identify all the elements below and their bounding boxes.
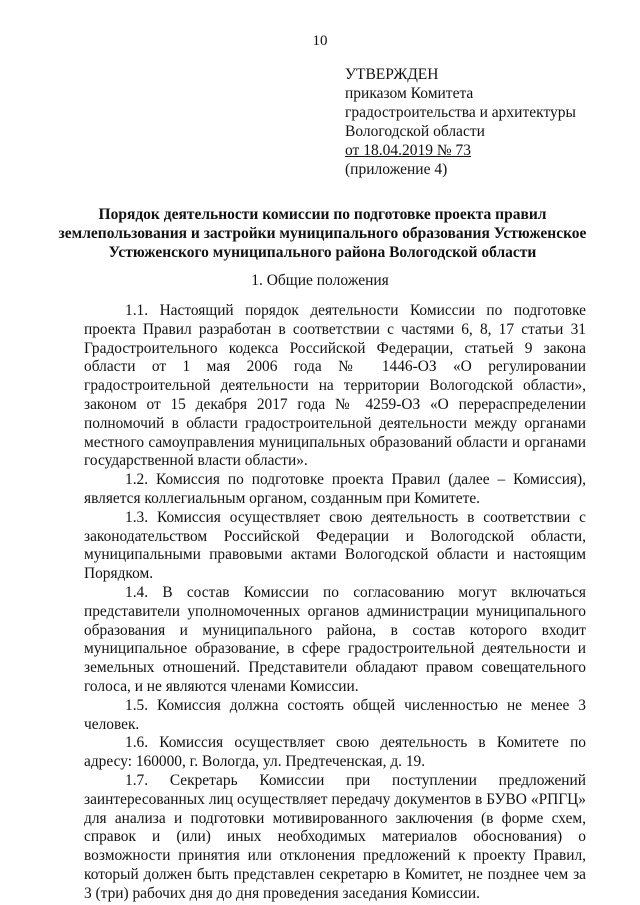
paragraph-1-6: 1.6. Комиссия осуществляет свою деятельность в Комитете по адресу: 160000, г. Вологда, ул. Предтеченская, д. 19. <box>84 734 586 771</box>
page-number: 10 <box>312 33 328 49</box>
approval-line-date: от 18.04.2019 № 73 <box>345 142 471 159</box>
paragraph-1-4: 1.4. В состав Комиссии по согласованию могут включаться представители уполномоченных органов администрации муниципального образования и муниципального района, в состав которого входит муниципальное образование, в сфере градостроительной деятельности и земельных отношений. Представители обладают правом совещательного голоса, и не являются членами Комиссии. <box>84 583 586 695</box>
paragraph-1-7: 1.7. Секретарь Комиссии при поступлении предложений заинтересованных лиц осуществляет передачу документов в БУВО «РПГЦ» для анализа и подготовки мотивированного заключения (в форме схем, справок и (или) иных необходимых материалов обоснования) о возможности принятия или отклонения предложений к проекту Правил, который должен быть представлен секретарю в Комитет, не позднее чем за 3 (три) рабочих дня до дня проведения заседания Комиссии. <box>84 771 586 902</box>
paragraph-1-1: 1.1. Настоящий порядок деятельности Комиссии по подготовке проекта Правил разработан в соответствии с частями 6, 8, 17 статьи 31 Градостроительного кодекса Российской Федерации, статьей 9 закона области от 1 мая 2006 года № 1446-ОЗ «О регулировании градостроительной деятельности на территории Вологодской области», законом от 15 декабря 2017 года № 4259-ОЗ «О перераспределении полномочий в области градостроительной деятельности между органами местного самоуправления муниципальных образований области и органами государственной власти области». <box>84 302 586 470</box>
section-heading: 1. Общие положения <box>251 272 389 289</box>
approval-line-appendix: (приложение 4) <box>345 161 448 178</box>
document-title <box>55 205 590 262</box>
title-line-3: Устюженского муниципального района Вологодской области <box>108 244 537 261</box>
approval-line-approved: УТВЕРЖДЕН <box>345 66 439 83</box>
paragraph-1-3: 1.3. Комиссия осуществляет свою деятельность в соответствии с законодательством Российской Федерации и Вологодской области, муниципальными правовыми актами Вологодской области и настоящим Порядком. <box>84 508 586 583</box>
paragraph-1-5: 1.5. Комиссия должна состоять общей численностью не менее 3 человек. <box>84 696 586 733</box>
paragraph-1-2: 1.2. Комиссия по подготовке проекта Правил (далее – Комиссия), является коллегиальным органом, созданным при Комитете. <box>84 471 586 507</box>
approval-line-order: приказом Комитета <box>345 85 474 102</box>
approval-line-region: Вологодской области <box>345 123 485 140</box>
title-line-1: Порядок деятельности комиссии по подготовке проекта правил <box>98 206 547 223</box>
approval-line-committee: градостроительства и архитектуры <box>345 104 576 121</box>
title-line-2: землепользования и застройки муниципального образования Устюженское <box>58 225 587 242</box>
document-body <box>84 302 586 904</box>
approval-block <box>345 65 625 179</box>
